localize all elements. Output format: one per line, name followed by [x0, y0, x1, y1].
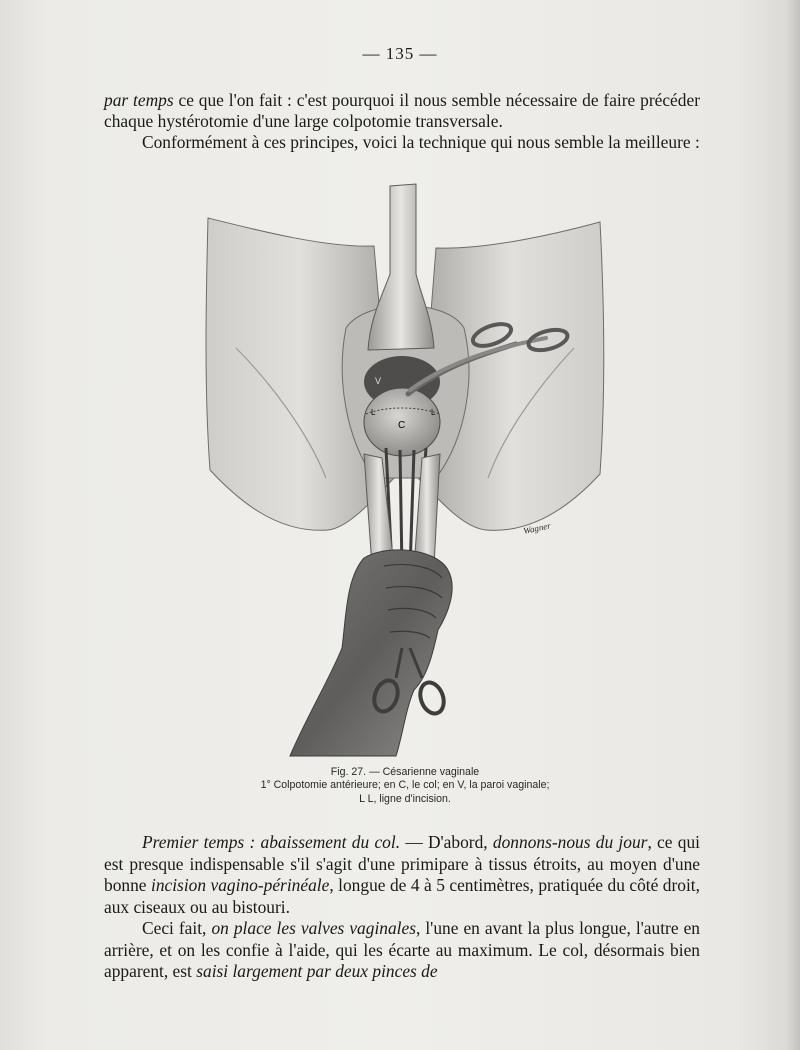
body-italic: donnons-nous du jour — [492, 832, 648, 852]
gloved-hand — [290, 550, 452, 756]
anterior-vaginal-valve — [368, 184, 434, 350]
body-paragraph-1 — [104, 832, 700, 918]
forceps-ring-2 — [416, 679, 448, 717]
body-text: , longue de 4 à 5 centimètres, pratiquée du côté droit, aux ciseaux ou au bistouri. — [104, 875, 700, 917]
body-text: , l'une en avant la plus longue, l'autre en arrière, et on les confie à l'aide, qui les écarte au maximum. Le col, désormais bien apparent, est — [104, 918, 700, 982]
body-italic: incision vagino-périnéale — [150, 875, 330, 896]
label-v: V — [375, 376, 382, 386]
caption-line-3: L L, ligne d'incision. — [359, 792, 451, 805]
top-paragraph-text: ce que l'on fait : c'est pourquoi il nous semble nécessaire de faire précéder chaque hystérotomie d'une large colpotomie transversale. — [104, 90, 700, 132]
body-paragraph-2 — [104, 918, 700, 983]
figure-caption — [200, 766, 610, 806]
surgical-illustration — [196, 178, 616, 760]
top-paragraph — [104, 90, 700, 132]
page-edge-shadow — [786, 0, 800, 1050]
body-text: , ce qui est presque indispensable s'il s'agit d'une primipare à tissus étroits, au moyen d'une bonne — [104, 832, 700, 896]
body-italic: saisi largement par deux pinces de — [196, 961, 438, 982]
body-text: — D'abord, — [400, 832, 493, 852]
illustration-svg — [196, 178, 616, 760]
page-number: — 135 — — [362, 44, 438, 63]
caption-line-2: 1° Colpotomie antérieure; en C, le col; en V, la paroi vaginale; — [260, 779, 550, 792]
body-italic: on place les valves vaginales — [211, 918, 416, 938]
top-paragraph-italic-lead: par temps — [104, 90, 174, 110]
caption-line-1: Fig. 27. — Césarienne vaginale — [330, 766, 480, 778]
section-heading-italic: Premier temps : abaissement du col. — [142, 832, 401, 852]
artist-signature: Wagner — [522, 520, 552, 536]
label-c: C — [398, 420, 406, 431]
second-paragraph: Conformément à ces principes, voici la technique qui nous semble la meilleure : — [142, 132, 700, 152]
body-text: Ceci fait, — [142, 918, 212, 938]
label-l-left: L — [371, 408, 376, 417]
label-l-right: L — [431, 408, 436, 417]
